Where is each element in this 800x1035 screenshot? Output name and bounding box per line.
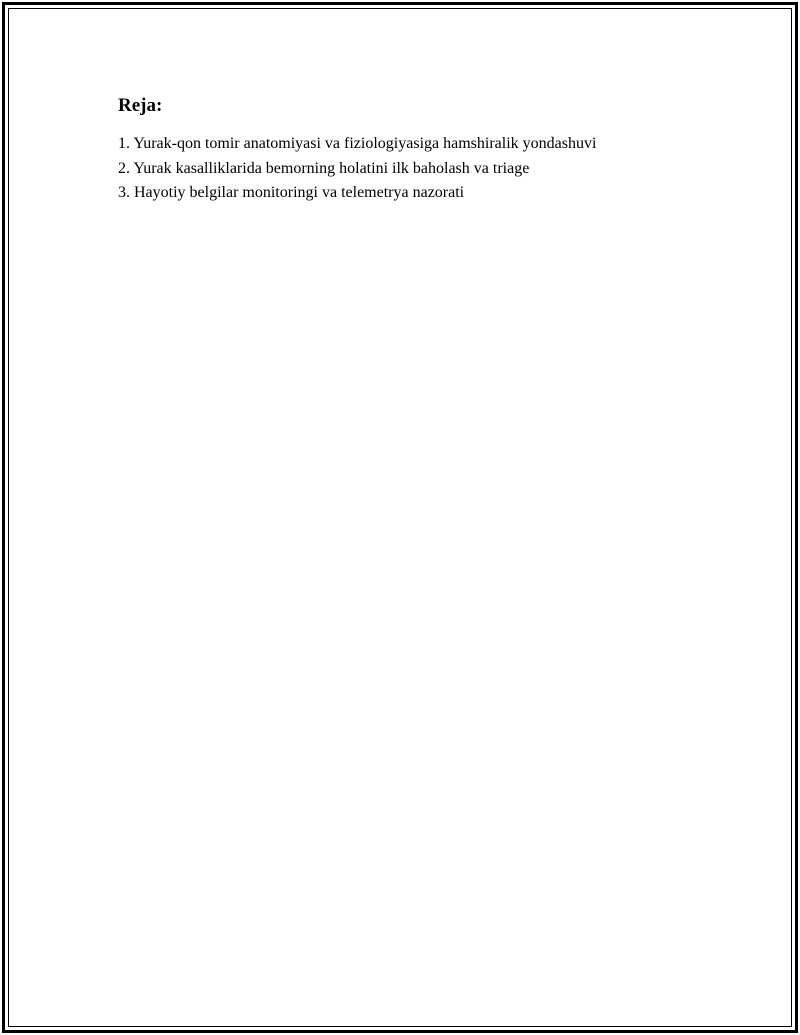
document-body [118, 94, 718, 206]
plan-item-1: 1. Yurak-qon tomir anatomiyasi va fiziologiyasiga hamshiralik yondashuvi [118, 135, 597, 152]
plan-item-2: 2. Yurak kasalliklarida bemorning holatini ilk baholash va triage [118, 159, 530, 177]
plan-heading: Reja: [118, 95, 163, 116]
plan-item-3: 3. Hayotiy belgilar monitoringi va telemetrya nazorati [118, 184, 465, 201]
plan-list [118, 132, 718, 206]
